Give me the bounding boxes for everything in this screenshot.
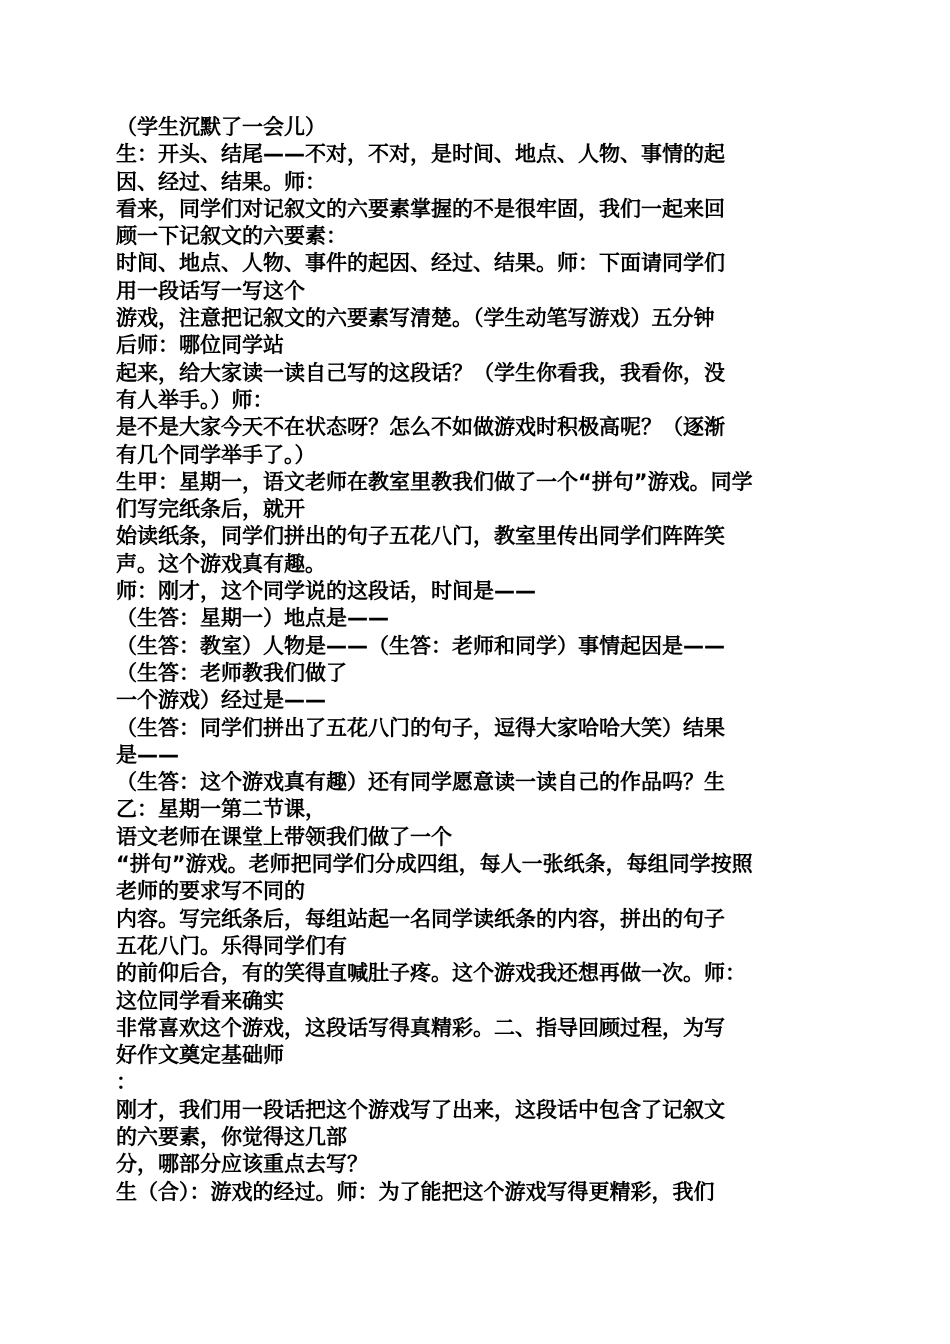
- text-line: 师：刚才，这个同学说的这段话，时间是——: [116, 579, 536, 604]
- text-line: 起来，给大家读一读自己写的这段话？（学生你看我，我看你，没: [116, 360, 725, 385]
- text-line: 的前仰后合，有的笑得直喊肚子疼。这个游戏我还想再做一次。师：: [116, 961, 746, 986]
- text-line: （生答：教室）人物是——（生答：老师和同学）事情起因是——: [116, 633, 725, 658]
- text-line: 内容。写完纸条后，每组站起一名同学读纸条的内容，拼出的句子: [116, 906, 725, 931]
- text-line: 是——: [116, 742, 179, 767]
- text-line: （学生沉默了一会儿）: [116, 115, 326, 139]
- text-line: 游戏，注意把记叙文的六要素写清楚。（学生动笔写游戏）五分钟: [116, 306, 715, 331]
- text-line: 后师：哪位同学站: [116, 333, 284, 358]
- text-line: （生答：这个游戏真有趣）还有同学愿意读一读自己的作品吗？生: [116, 770, 725, 795]
- text-line: 生（合）：游戏的经过。师：为了能把这个游戏写得更精彩，我们: [116, 1179, 715, 1204]
- text-line: 乙：星期一第二节课，: [116, 797, 326, 822]
- text-line: 生：开头、结尾——不对，不对，是时间、地点、人物、事情的起: [116, 142, 725, 167]
- text-line: 分，哪部分应该重点去写？: [116, 1152, 368, 1177]
- text-line: 好作文奠定基础师: [116, 1043, 284, 1068]
- text-line: 看来，同学们对记叙文的六要素掌握的不是很牢固，我们一起来回: [116, 196, 725, 221]
- text-line: 非常喜欢这个游戏，这段话写得真精彩。二、指导回顾过程，为写: [116, 1015, 725, 1040]
- text-line: 一个游戏）经过是——: [116, 688, 326, 713]
- text-line: 时间、地点、人物、事件的起因、经过、结果。师：下面请同学们: [116, 251, 725, 276]
- text-line: 五花八门。乐得同学们有: [116, 933, 347, 958]
- text-line: 顾一下记叙文的六要素：: [116, 224, 347, 249]
- text-line: （生答：星期一）地点是——: [116, 606, 389, 631]
- document-body: [116, 114, 838, 1206]
- text-line: 老师的要求写不同的: [116, 879, 305, 904]
- text-line: 因、经过、结果。师：: [116, 169, 326, 194]
- text-line: “拼句”游戏。老师把同学们分成四组，每人一张纸条，每组同学按照: [116, 852, 753, 877]
- text-line: 用一段话写一写这个: [116, 278, 305, 303]
- text-line: 生甲：星期一，语文老师在教室里教我们做了一个“拼句”游戏。同学: [116, 469, 753, 494]
- text-line: 有人举手。）师：: [116, 387, 274, 412]
- text-line: 的六要素，你觉得这几部: [116, 1124, 347, 1149]
- text-line: （生答：同学们拼出了五花八门的句子，逗得大家哈哈大笑）结果: [116, 715, 725, 740]
- text-line: 这位同学看来确实: [116, 988, 284, 1013]
- text-line: ：: [116, 1070, 137, 1095]
- text-line: 始读纸条，同学们拼出的句子五花八门，教室里传出同学们阵阵笑: [116, 524, 725, 549]
- text-line: （生答：老师教我们做了: [116, 660, 347, 685]
- text-line: 是不是大家今天不在状态呀？怎么不如做游戏时积极高呢？（逐渐: [116, 415, 725, 440]
- text-line: 们写完纸条后，就开: [116, 497, 305, 522]
- text-line: 语文老师在课堂上带领我们做了一个: [116, 824, 452, 849]
- text-line: 刚才，我们用一段话把这个游戏写了出来，这段话中包含了记叙文: [116, 1097, 725, 1122]
- text-line: 声。这个游戏真有趣。: [116, 551, 326, 576]
- text-line: 有几个同学举手了。）: [116, 442, 316, 467]
